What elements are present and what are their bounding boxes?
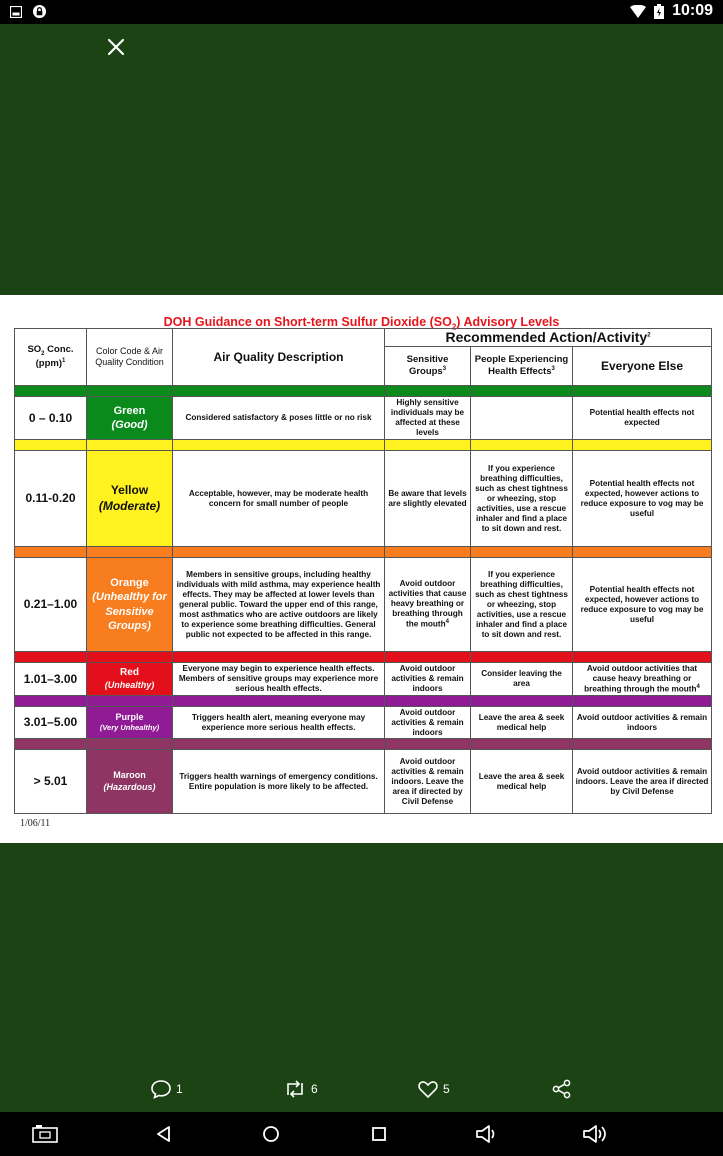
table-row: > 5.01 Maroon (Hazardous) Triggers health warnings of emergency conditions. Entire population is more likely to be affected. Avoid outdoor activities & remain indoors. Leave the area if directed by Civil Defense Leave the area & seek medical help Avoid outdoor activities & remain indoors. Leave the area if directed by Civil Defense (15, 750, 712, 814)
wifi-icon (630, 5, 646, 18)
battery-icon (654, 4, 664, 19)
red-code-cell: Red (Unhealthy) (87, 663, 173, 696)
vpn-lock-icon (32, 4, 47, 19)
retweet-icon (283, 1078, 307, 1100)
image-viewer[interactable] (0, 295, 723, 843)
table-row: 3.01–5.00 Purple (Very Unhealthy) Triggers health alert, meaning everyone may experience more serious health effects. Avoid outdoor activities & remain indoors Leave the area & seek medical help Avoid outdoor activities & remain indoors (15, 707, 712, 739)
comment-icon (150, 1078, 172, 1100)
header-everyone-else: Everyone Else (573, 347, 712, 386)
purple-band (15, 696, 712, 707)
green-band (15, 386, 712, 397)
header-conc: $SO_2$ Conc. (ppm)$^1$ (15, 329, 87, 386)
table-row: 1.01–3.00 Red (Unhealthy) Everyone may begin to experience health effects. Members of sensitive groups may experience more serious health effects. Avoid outdoor activities & remain indoors Consider leaving the area Avoid outdoor activities that cause heavy breathing or breathing through the mouth$^4$ (15, 663, 712, 696)
volume-down-icon[interactable] (473, 1122, 501, 1146)
orange-band (15, 547, 712, 558)
volume-up-icon[interactable] (582, 1122, 610, 1146)
header-description: Air Quality Description (173, 329, 385, 386)
tweet-action-bar (0, 1070, 723, 1110)
doc-date: 1/06/11 (20, 818, 51, 829)
navigation-bar (0, 1112, 723, 1156)
so2-advisory-table (14, 328, 712, 814)
maroon-band (15, 739, 712, 750)
retweet-button[interactable]: 6 (283, 1078, 318, 1100)
purple-code-cell: Purple (Very Unhealthy) (87, 707, 173, 739)
yellow-band (15, 440, 712, 451)
header-people-experiencing: People Experiencing Health Effects$^3$ (471, 347, 573, 386)
back-icon[interactable] (150, 1122, 178, 1146)
share-button[interactable] (551, 1078, 573, 1100)
close-icon[interactable] (103, 34, 129, 60)
maroon-code-cell: Maroon (Hazardous) (87, 750, 173, 814)
green-code-cell: Green (Good) (87, 397, 173, 440)
table-row: 0.11-0.20 Yellow (Moderate) Acceptable, however, may be moderate health concern for small number of people Be aware that levels are slightly elevated If you experience breathing difficulties, such as chest tightness or wheezing, stop activities, use a rescue inhaler and find a place to sit down and rest. Potential health effects not expected, however actions to reduce exposure to vog may be useful (15, 451, 712, 547)
reply-button[interactable]: 1 (150, 1078, 183, 1100)
heart-icon (417, 1078, 439, 1100)
header-recommended: Recommended Action/Activity$^2$ (385, 329, 712, 347)
red-band (15, 652, 712, 663)
doc-title: DOH Guidance on Short-term Sulfur Dioxide $(SO_2)$ Advisory Levels (163, 315, 560, 332)
table-row: 0.21–1.00 Orange (Unhealthy for Sensitive Groups) Members in sensitive groups, including healthy individuals with mild asthma, may experience health effects. They may be affected at lower levels than general public. Toward the upper end of this range, most asthmatics who are active outdoors are likely to experience some breathing difficulties. General public not expected to be affected in this range. Avoid outdoor activities that cause heavy breathing or breathing through the mouth$^4$ If you experience breathing difficulties, such as chest tightness or wheezing, stop activities, use a rescue inhaler and find a place to sit down and rest. Potential health effects not expected, however actions to reduce exposure to vog may be useful (15, 558, 712, 652)
header-sensitive-groups: Sensitive Groups$^3$ (385, 347, 471, 386)
screenshot-icon[interactable] (31, 1122, 59, 1146)
header-color-code: Color Code & Air Quality Condition (87, 329, 173, 386)
like-button[interactable]: 5 (417, 1078, 450, 1100)
clock: 10:09 (672, 2, 713, 19)
orange-code-cell: Orange (Unhealthy for Sensitive Groups) (87, 558, 173, 652)
image-notification-icon (10, 6, 22, 18)
table-row: 0 – 0.10 Green (Good) Considered satisfactory & poses little or no risk Highly sensitive individuals may be affected at these levels Potential health effects not expected (15, 397, 712, 440)
status-bar (0, 0, 723, 24)
home-icon[interactable] (257, 1122, 285, 1146)
yellow-code-cell: Yellow (Moderate) (87, 451, 173, 547)
recents-icon[interactable] (365, 1122, 393, 1146)
share-icon (551, 1078, 573, 1100)
